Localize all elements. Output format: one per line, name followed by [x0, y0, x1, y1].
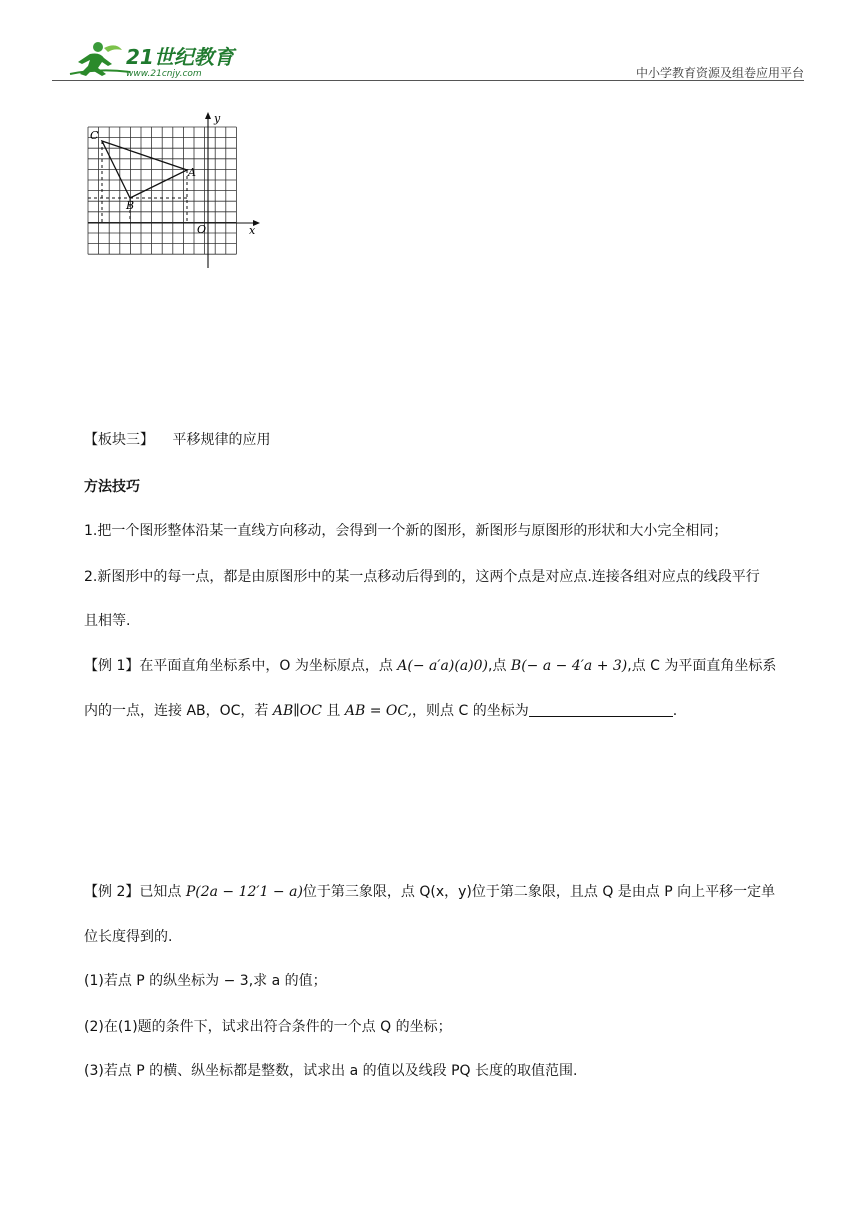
answer-blank [529, 702, 673, 717]
logo-url: www.21cnjy.com [126, 69, 202, 79]
method-item-2-line-2: 且相等. [84, 613, 131, 629]
point-a-label: A [188, 166, 196, 179]
section-label: 【板块三】 [84, 432, 154, 448]
point-b-coordinates: B(− a − 4′a + 3) [510, 658, 628, 674]
header-divider [52, 80, 804, 81]
example-2-line-2: 位长度得到的. [84, 929, 173, 945]
example-1-text: 且 [326, 703, 341, 719]
parallel-condition: AB∥OC [272, 703, 322, 719]
method-item-1: 1.把一个图形整体沿某一直线方向移动，会得到一个新的图形，新图形与原图形的形状和大小完全相同； [84, 523, 728, 539]
example-1-text: ，则点 C 的坐标为 [412, 703, 529, 719]
equal-length-condition: AB = OC, [344, 703, 413, 719]
logo-21cnjy [60, 38, 280, 80]
coordinate-grid-figure [84, 110, 264, 270]
section-title [84, 430, 270, 450]
example-1-text: . [672, 703, 678, 719]
example-2-question-1: (1)若点 P 的纵坐标为 − 3,求 a 的值； [84, 973, 327, 989]
point-b-label: B [126, 199, 135, 212]
origin-label: O [197, 223, 207, 236]
y-axis-arrow-icon [205, 112, 211, 119]
example-1-text: 内的一点，连接 AB，OC，若 [84, 703, 269, 719]
point-a-coordinates: A(− a′a)(a)0) [397, 658, 489, 674]
example-2-text: 已知点 [139, 884, 182, 900]
section-subtitle: 平移规律的应用 [172, 432, 271, 448]
example-1-text: ,点 [488, 658, 507, 674]
example-2-label: 【例 2】 [84, 884, 140, 900]
example-2-text: 位于第三象限，点 Q(x，y)位于第二象限，且点 Q 是由点 P 向上平移一定单 [302, 884, 776, 900]
example-1-line-2 [84, 701, 677, 721]
example-2-question-3: (3)若点 P 的横、纵坐标都是整数，试求出 a 的值以及线段 PQ 长度的取值范围. [84, 1063, 578, 1079]
point-p-coordinates: P(2a − 12′1 − a) [185, 884, 303, 900]
method-item-2-line-1: 2.新图形中的每一点，都是由原图形中的某一点移动后得到的，这两个点是对应点.连接各组对应点的线段平行 [84, 569, 760, 585]
y-axis-label: y [214, 112, 221, 125]
example-1-text: 在平面直角坐标系中，O 为坐标原点，点 [139, 658, 393, 674]
example-1-line-1 [84, 656, 776, 676]
page-header [52, 38, 804, 82]
example-1-text: ,点 C 为平面直角坐标系 [627, 658, 777, 674]
example-1-label: 【例 1】 [84, 658, 140, 674]
example-2-line-1 [84, 882, 775, 902]
example-2-question-2: (2)在(1)题的条件下，试求出符合条件的一个点 Q 的坐标； [84, 1019, 452, 1035]
header-tagline: 中小学教育资源及组卷应用平台 [635, 66, 804, 80]
method-heading: 方法技巧 [84, 479, 140, 495]
x-axis-label: x [249, 224, 256, 237]
point-c-label: C [90, 129, 99, 142]
logo-text: 21世纪教育 [126, 45, 234, 69]
